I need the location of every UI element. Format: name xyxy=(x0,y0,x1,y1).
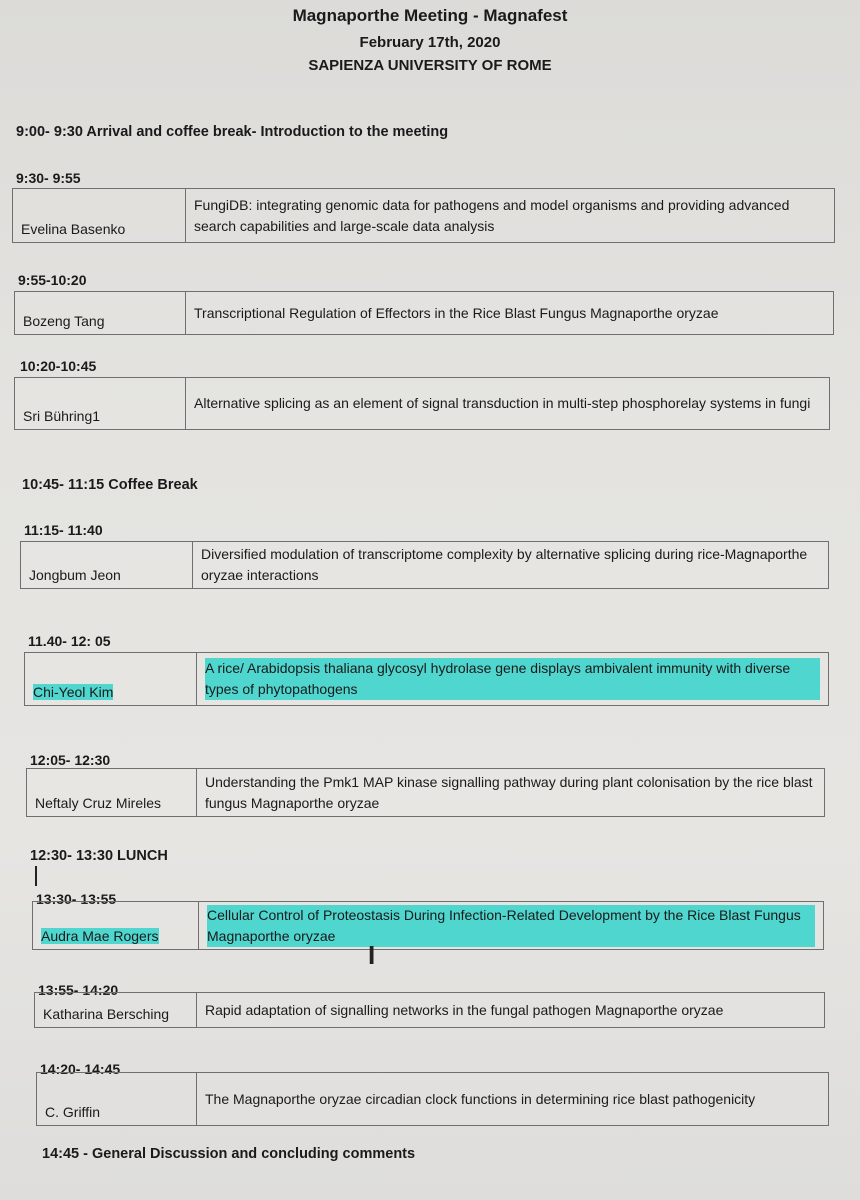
speaker-cell: Sri Bühring1 xyxy=(15,378,186,429)
text-cursor-icon xyxy=(35,866,37,886)
speaker-cell: Jongbum Jeon xyxy=(21,542,193,588)
talk-row xyxy=(12,188,835,243)
talk-time: 11.40- 12: 05 xyxy=(28,633,111,649)
title-highlight: A rice/ Arabidopsis thaliana glycosyl hydrolase gene displays ambivalent immunity with diverse types of phytopathogens xyxy=(205,658,820,700)
talk-row xyxy=(34,992,825,1028)
speaker-cell xyxy=(33,902,199,949)
talk-title xyxy=(199,902,823,949)
talk-time: 9:30- 9:55 xyxy=(16,170,81,186)
speaker-highlight: Chi-Yeol Kim xyxy=(33,684,114,700)
talk-row xyxy=(24,652,829,706)
talk-time: 11:15- 11:40 xyxy=(24,522,103,538)
ibeam-cursor-icon: I xyxy=(368,940,376,970)
speaker-cell xyxy=(25,653,197,705)
meeting-venue: SAPIENZA UNIVERSITY OF ROME xyxy=(308,57,552,74)
talk-time: 13:55- 14:20 xyxy=(38,982,119,998)
speaker-cell: Bozeng Tang xyxy=(15,292,186,334)
meeting-title: Magnaporthe Meeting - Magnafest xyxy=(292,6,568,25)
meeting-date: February 17th, 2020 xyxy=(359,34,501,51)
talk-row xyxy=(14,291,834,335)
talk-title: Understanding the Pmk1 MAP kinase signalling pathway during plant colonisation by the rice blast fungus Magnaporthe oryzae xyxy=(205,773,813,811)
talk-row xyxy=(14,377,830,430)
speaker-cell: Katharina Bersching xyxy=(35,993,197,1027)
talk-row xyxy=(36,1072,829,1126)
talk-row xyxy=(20,541,829,589)
talk-time: 12:05- 12:30 xyxy=(30,752,111,768)
talk-row xyxy=(32,901,824,950)
talk-title xyxy=(197,653,828,705)
talk-title: FungiDB: integrating genomic data for pathogens and model organisms and providing advanced search capabilities and large-scale data analysis xyxy=(194,196,790,234)
speaker-cell: C. Griffin xyxy=(37,1073,197,1125)
lunch-line: 12:30- 13:30 LUNCH xyxy=(30,848,168,864)
talk-title: Alternative splicing as an element of signal transduction in multi-step phosphorelay systems in fungi xyxy=(194,395,811,411)
talk-row xyxy=(26,768,825,817)
speaker-cell: Evelina Basenko xyxy=(13,189,186,242)
talk-time: 14:20- 14:45 xyxy=(40,1061,121,1077)
speaker-cell: Neftaly Cruz Mireles xyxy=(27,769,197,816)
talk-title: Transcriptional Regulation of Effectors in the Rice Blast Fungus Magnaporthe oryzae xyxy=(194,304,719,321)
talk-time: 13:30- 13:55 xyxy=(36,891,117,907)
talk-title: Diversified modulation of transcriptome complexity by alternative splicing during rice-Magnaporthe oryzae interactions xyxy=(201,546,808,583)
title-highlight: Cellular Control of Proteostasis During Infection-Related Development by the Rice Blast Fungus Magnaporthe oryzae xyxy=(207,905,815,947)
talk-time: 10:20-10:45 xyxy=(20,358,97,374)
speaker-highlight: Audra Mae Rogers xyxy=(41,928,159,944)
intro-line: 9:00- 9:30 Arrival and coffee break- Introduction to the meeting xyxy=(16,124,449,140)
talk-time: 9:55-10:20 xyxy=(18,272,87,288)
closing-line: 14:45 - General Discussion and concluding comments xyxy=(42,1146,416,1162)
coffee-break-line: 10:45- 11:15 Coffee Break xyxy=(22,477,198,493)
talk-title: Rapid adaptation of signalling networks in the fungal pathogen Magnaporthe oryzae xyxy=(205,1001,724,1018)
talk-title: The Magnaporthe oryzae circadian clock functions in determining rice blast pathogenicity xyxy=(205,1090,756,1107)
